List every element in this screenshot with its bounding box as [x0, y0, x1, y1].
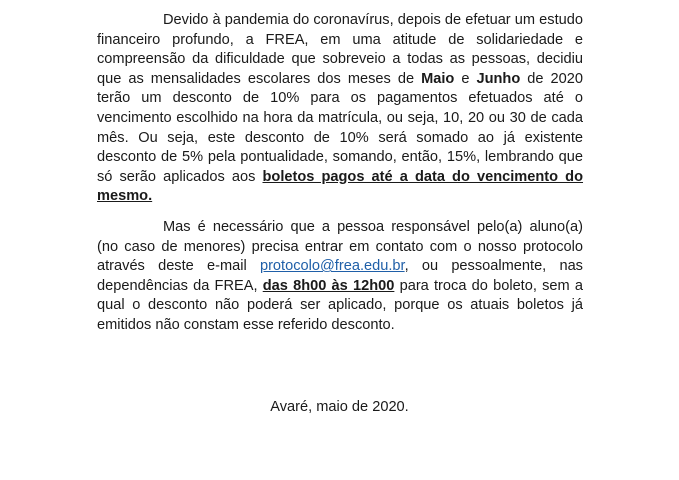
- paragraph-announcement: [97, 11, 583, 207]
- paragraph-instructions: [97, 218, 583, 336]
- paragraph2-text-1: Mas é necessário que a pessoa responsável pelo(a) aluno(a) (no caso de menores) precisa entrar em contato com o nosso protocolo através deste e-mail: [97, 218, 583, 275]
- paragraph2-text-3: para troca do boleto, sem a qual o desconto não poderá ser aplicado, porque os atuais boletos já emitidos não constam esse referido desconto.: [97, 277, 584, 333]
- paragraph2-text-2: , ou pessoalmente, nas dependências da FREA,: [97, 258, 583, 294]
- office-hours: das 8h00 às 12h00: [262, 277, 395, 294]
- document-body: [97, 11, 583, 336]
- paragraph1-conjunction: e: [454, 70, 477, 87]
- month-june: Junho: [476, 70, 521, 87]
- paragraph1-text-2: de 2020 terão um desconto de 10% para os pagamentos efetuados até o vencimento escolhido na hora da matrícula, ou seja, 10, 20 ou 30 de cada mês. Ou seja, este desconto de 10% será somado ao já existente desconto de 5% pela pontualidade, somando, então, 15%, lembrando que só serão aplicados aos: [97, 70, 583, 185]
- email-link[interactable]: protocolo@frea.edu.br: [259, 258, 405, 275]
- paragraph1-emphasis: boletos pagos até a data do vencimento do mesmo.: [97, 168, 584, 205]
- month-may: Maio: [421, 70, 455, 87]
- paragraph1-text-1: Devido à pandemia do coronavírus, depois de efetuar um estudo financeiro profundo, a FREA, em uma atitude de solidariedade e compreensão da dificuldade que sobreveio a todas as pessoas, decidiu que as mensalidades escolares dos meses de: [97, 12, 583, 87]
- closing-date-line: Avaré, maio de 2020.: [270, 399, 409, 415]
